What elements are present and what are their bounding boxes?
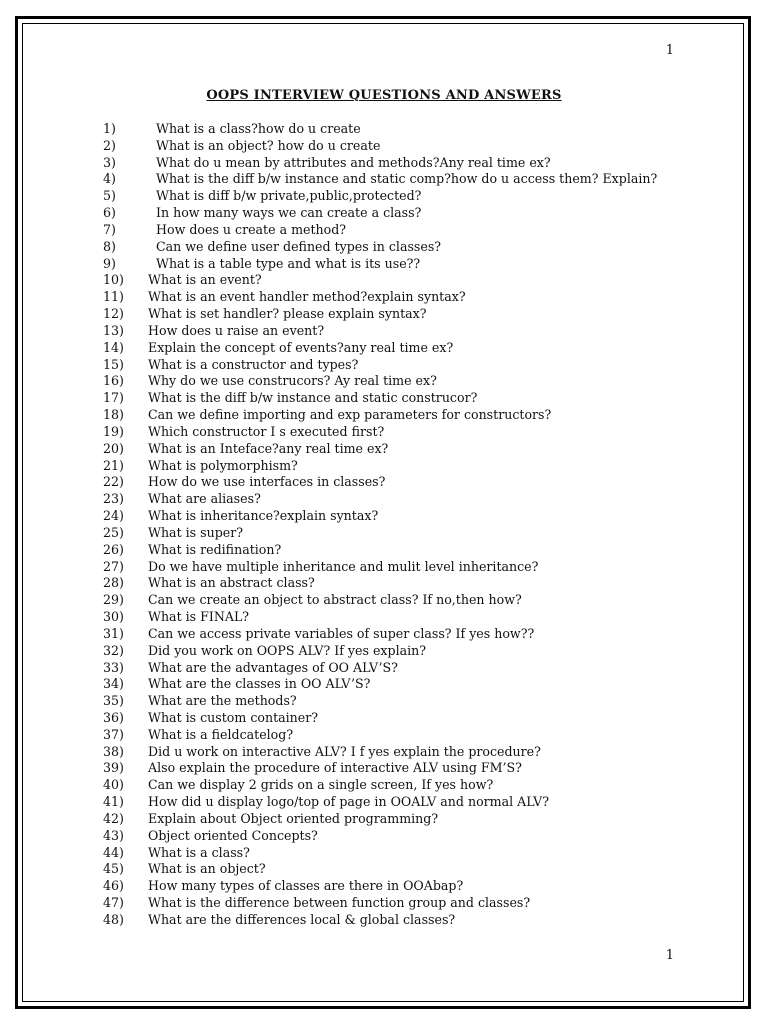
question-text: Can we access private variables of super class? If yes how?? — [148, 625, 535, 641]
question-list — [103, 121, 657, 929]
question-text: In how many ways we can create a class? — [156, 205, 422, 221]
question-text: What is super? — [148, 524, 243, 540]
question-text: What is FINAL? — [148, 609, 250, 625]
question-text: Explain about Object oriented programming? — [148, 810, 439, 826]
question-item — [103, 272, 657, 289]
question-number: 29) — [103, 592, 124, 608]
question-number: 8) — [103, 238, 116, 254]
question-number: 10) — [103, 272, 124, 288]
question-item — [103, 575, 657, 592]
question-item — [103, 542, 657, 559]
question-item — [103, 660, 657, 677]
question-text: What are the differences local & global classes? — [148, 911, 456, 927]
question-text: How do we use interfaces in classes? — [148, 474, 386, 490]
question-text: What is an object? how do u create — [156, 137, 381, 153]
question-number: 16) — [103, 373, 124, 389]
question-number: 19) — [103, 423, 124, 439]
question-item — [103, 525, 657, 542]
question-text: What is set handler? please explain syntax? — [148, 306, 427, 322]
question-text: Can we create an object to abstract class? If no,then how? — [148, 592, 522, 608]
question-item — [103, 491, 657, 508]
question-number: 9) — [103, 255, 116, 271]
question-number: 36) — [103, 709, 124, 725]
question-item — [103, 340, 657, 357]
question-text: What are aliases? — [148, 491, 261, 507]
question-item — [103, 508, 657, 525]
question-number: 46) — [103, 878, 124, 894]
question-item — [103, 121, 657, 138]
question-number: 24) — [103, 508, 124, 524]
question-item — [103, 693, 657, 710]
question-number: 48) — [103, 911, 124, 927]
question-text: What is a class?how do u create — [156, 121, 361, 136]
question-number: 2) — [103, 137, 116, 153]
question-item — [103, 357, 657, 374]
question-text: What is the diff b/w instance and static construcor? — [148, 390, 478, 406]
question-number: 3) — [103, 154, 116, 170]
question-text: What is an Inteface?any real time ex? — [148, 440, 389, 456]
question-text: How does u create a method? — [156, 221, 347, 237]
question-item — [103, 811, 657, 828]
question-number: 42) — [103, 810, 124, 826]
question-number: 17) — [103, 390, 124, 406]
question-item — [103, 727, 657, 744]
question-text: Can we display 2 grids on a single screen, If yes how? — [148, 777, 494, 793]
question-item — [103, 458, 657, 475]
question-item — [103, 323, 657, 340]
question-number: 13) — [103, 322, 124, 338]
question-text: What are the methods? — [148, 693, 297, 709]
question-item — [103, 441, 657, 458]
question-item — [103, 878, 657, 895]
question-number: 1) — [103, 121, 116, 136]
question-item — [103, 474, 657, 491]
question-item — [103, 424, 657, 441]
question-number: 5) — [103, 188, 116, 204]
question-number: 28) — [103, 575, 124, 591]
question-item — [103, 138, 657, 155]
question-text: What are the advantages of OO ALV’S? — [148, 659, 398, 675]
question-text: How many types of classes are there in OOAbap? — [148, 878, 464, 894]
question-number: 6) — [103, 205, 116, 221]
question-number: 33) — [103, 659, 124, 675]
question-text: Which constructor I s executed first? — [148, 423, 385, 439]
question-number: 11) — [103, 289, 124, 305]
question-number: 44) — [103, 844, 124, 860]
question-number: 27) — [103, 558, 124, 574]
question-item — [103, 188, 657, 205]
question-number: 35) — [103, 693, 124, 709]
question-text: Did u work on interactive ALV? I f yes explain the procedure? — [148, 743, 541, 759]
question-item — [103, 828, 657, 845]
question-text: What is a constructor and types? — [148, 356, 359, 372]
question-number: 39) — [103, 760, 124, 776]
question-number: 7) — [103, 221, 116, 237]
question-text: What is the diff b/w instance and static comp?how do u access them? Explain? — [156, 171, 658, 187]
question-item — [103, 643, 657, 660]
question-number: 23) — [103, 491, 124, 507]
question-item — [103, 155, 657, 172]
question-item — [103, 710, 657, 727]
question-number: 25) — [103, 524, 124, 540]
question-number: 14) — [103, 339, 124, 355]
question-text: What is an abstract class? — [148, 575, 315, 591]
document-title: OOPS INTERVIEW QUESTIONS AND ANSWERS — [206, 88, 562, 103]
question-number: 4) — [103, 171, 116, 187]
question-text: Did you work on OOPS ALV? If yes explain? — [148, 642, 426, 658]
question-item — [103, 777, 657, 794]
question-text: What is polymorphism? — [148, 457, 298, 473]
question-item — [103, 760, 657, 777]
question-text: What is an object? — [148, 861, 266, 877]
question-text: What are the classes in OO ALV’S? — [148, 676, 371, 692]
question-item — [103, 895, 657, 912]
question-text: Do we have multiple inheritance and mulit level inheritance? — [148, 558, 539, 574]
question-number: 41) — [103, 794, 124, 810]
question-item — [103, 256, 657, 273]
question-number: 30) — [103, 609, 124, 625]
question-text: What is an event handler method?explain syntax? — [148, 289, 466, 305]
question-text: What is diff b/w private,public,protected? — [156, 188, 422, 204]
question-text: What is redifination? — [148, 541, 282, 557]
question-item — [103, 861, 657, 878]
question-item — [103, 744, 657, 761]
question-item — [103, 912, 657, 929]
question-number: 38) — [103, 743, 124, 759]
question-item — [103, 559, 657, 576]
question-text: What is a fieldcatelog? — [148, 726, 294, 742]
question-item — [103, 390, 657, 407]
question-number: 43) — [103, 827, 124, 843]
question-number: 26) — [103, 541, 124, 557]
question-item — [103, 592, 657, 609]
question-text: What is inheritance?explain syntax? — [148, 508, 379, 524]
question-item — [103, 239, 657, 256]
question-number: 40) — [103, 777, 124, 793]
page-number-bottom: 1 — [665, 948, 674, 963]
question-item — [103, 609, 657, 626]
question-number: 31) — [103, 625, 124, 641]
question-item — [103, 794, 657, 811]
question-item — [103, 407, 657, 424]
question-item — [103, 222, 657, 239]
question-number: 15) — [103, 356, 124, 372]
question-item — [103, 205, 657, 222]
question-item — [103, 626, 657, 643]
question-text: What is custom container? — [148, 709, 319, 725]
question-number: 21) — [103, 457, 124, 473]
question-number: 47) — [103, 895, 124, 911]
question-number: 32) — [103, 642, 124, 658]
question-text: What is the difference between function group and classes? — [148, 895, 531, 911]
question-item — [103, 676, 657, 693]
question-text: Can we define user defined types in classes? — [156, 238, 442, 254]
page-number-top: 1 — [665, 43, 674, 58]
question-item — [103, 171, 657, 188]
question-text: Explain the concept of events?any real time ex? — [148, 339, 454, 355]
question-text: Also explain the procedure of interactive ALV using FM’S? — [148, 760, 522, 776]
question-number: 20) — [103, 440, 124, 456]
question-number: 37) — [103, 726, 124, 742]
question-item — [103, 289, 657, 306]
question-item — [103, 373, 657, 390]
question-text: Object oriented Concepts? — [148, 827, 318, 843]
question-item — [103, 845, 657, 862]
question-text: Can we define importing and exp parameters for constructors? — [148, 407, 552, 423]
question-number: 45) — [103, 861, 124, 877]
question-text: What is a table type and what is its use?? — [156, 255, 421, 271]
question-text: What is an event? — [148, 272, 262, 288]
question-number: 12) — [103, 306, 124, 322]
question-number: 18) — [103, 407, 124, 423]
question-text: What do u mean by attributes and methods?Any real time ex? — [156, 154, 551, 170]
question-text: What is a class? — [148, 844, 250, 860]
question-number: 22) — [103, 474, 124, 490]
question-number: 34) — [103, 676, 124, 692]
question-text: How did u display logo/top of page in OOALV and normal ALV? — [148, 794, 549, 810]
question-text: Why do we use construcors? Ay real time ex? — [148, 373, 437, 389]
question-text: How does u raise an event? — [148, 322, 325, 338]
question-item — [103, 306, 657, 323]
